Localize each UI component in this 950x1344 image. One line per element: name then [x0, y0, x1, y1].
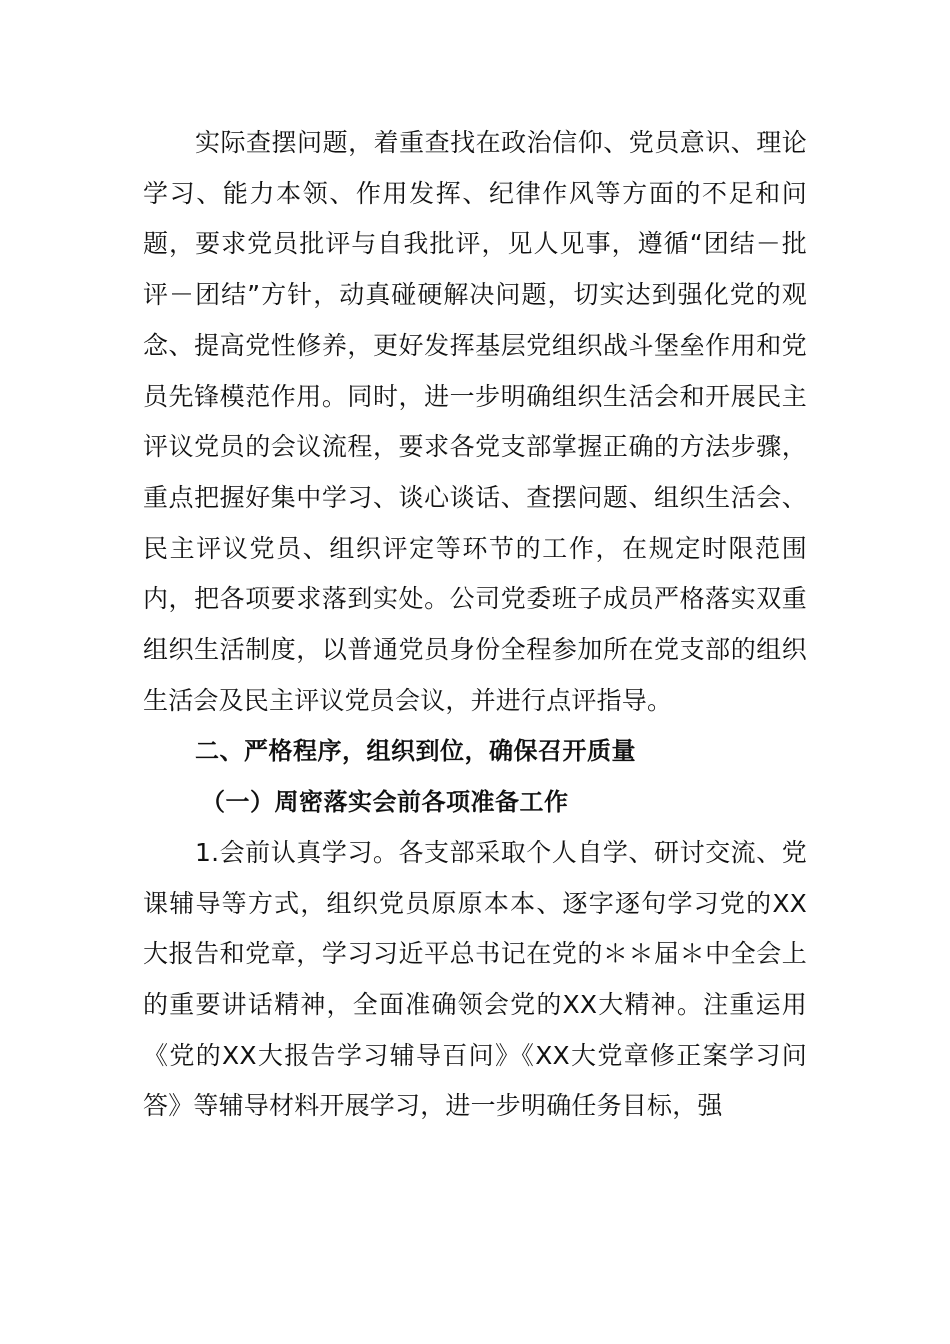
- document-body: [143, 118, 807, 1132]
- subsection-heading-1: （一）周密落实会前各项准备工作: [201, 788, 569, 817]
- body-paragraph-2: 1.会前认真学习。各支部采取个人自学、研讨交流、党课辅导等方式，组织党员原原本本、逐字逐句学习党的XX大报告和党章，学习习近平总书记在党的＊＊届＊中全会上的重要讲话精神，全面准确领会党的XX大精神。注重运用《党的XX大报告学习辅导百问》《XX大党章修正案学习问答》等辅导材料开展学习，进一步明确任务目标，强: [143, 837, 807, 1121]
- body-paragraph-1: 实际查摆问题，着重查找在政治信仰、党员意识、理论学习、能力本领、作用发挥、纪律作风等方面的不足和问题，要求党员批评与自我批评，见人见事，遵循“团结－批评－团结”方针，动真碰硬解决问题，切实达到强化党的观念、提高党性修养，更好发挥基层党组织战斗堡垒作用和党员先锋模范作用。同时，进一步明确组织生活会和开展民主评议党员的会议流程，要求各党支部掌握正确的方法步骤，重点把握好集中学习、谈心谈话、查摆问题、组织生活会、民主评议党员、组织评定等环节的工作，在规定时限范围内，把各项要求落到实处。公司党委班子成员严格落实双重组织生活制度，以普通党员身份全程参加所在党支部的组织生活会及民主评议党员会议，并进行点评指导。: [143, 128, 807, 715]
- section-heading-2: 二、严格程序，组织到位，确保召开质量: [195, 737, 636, 766]
